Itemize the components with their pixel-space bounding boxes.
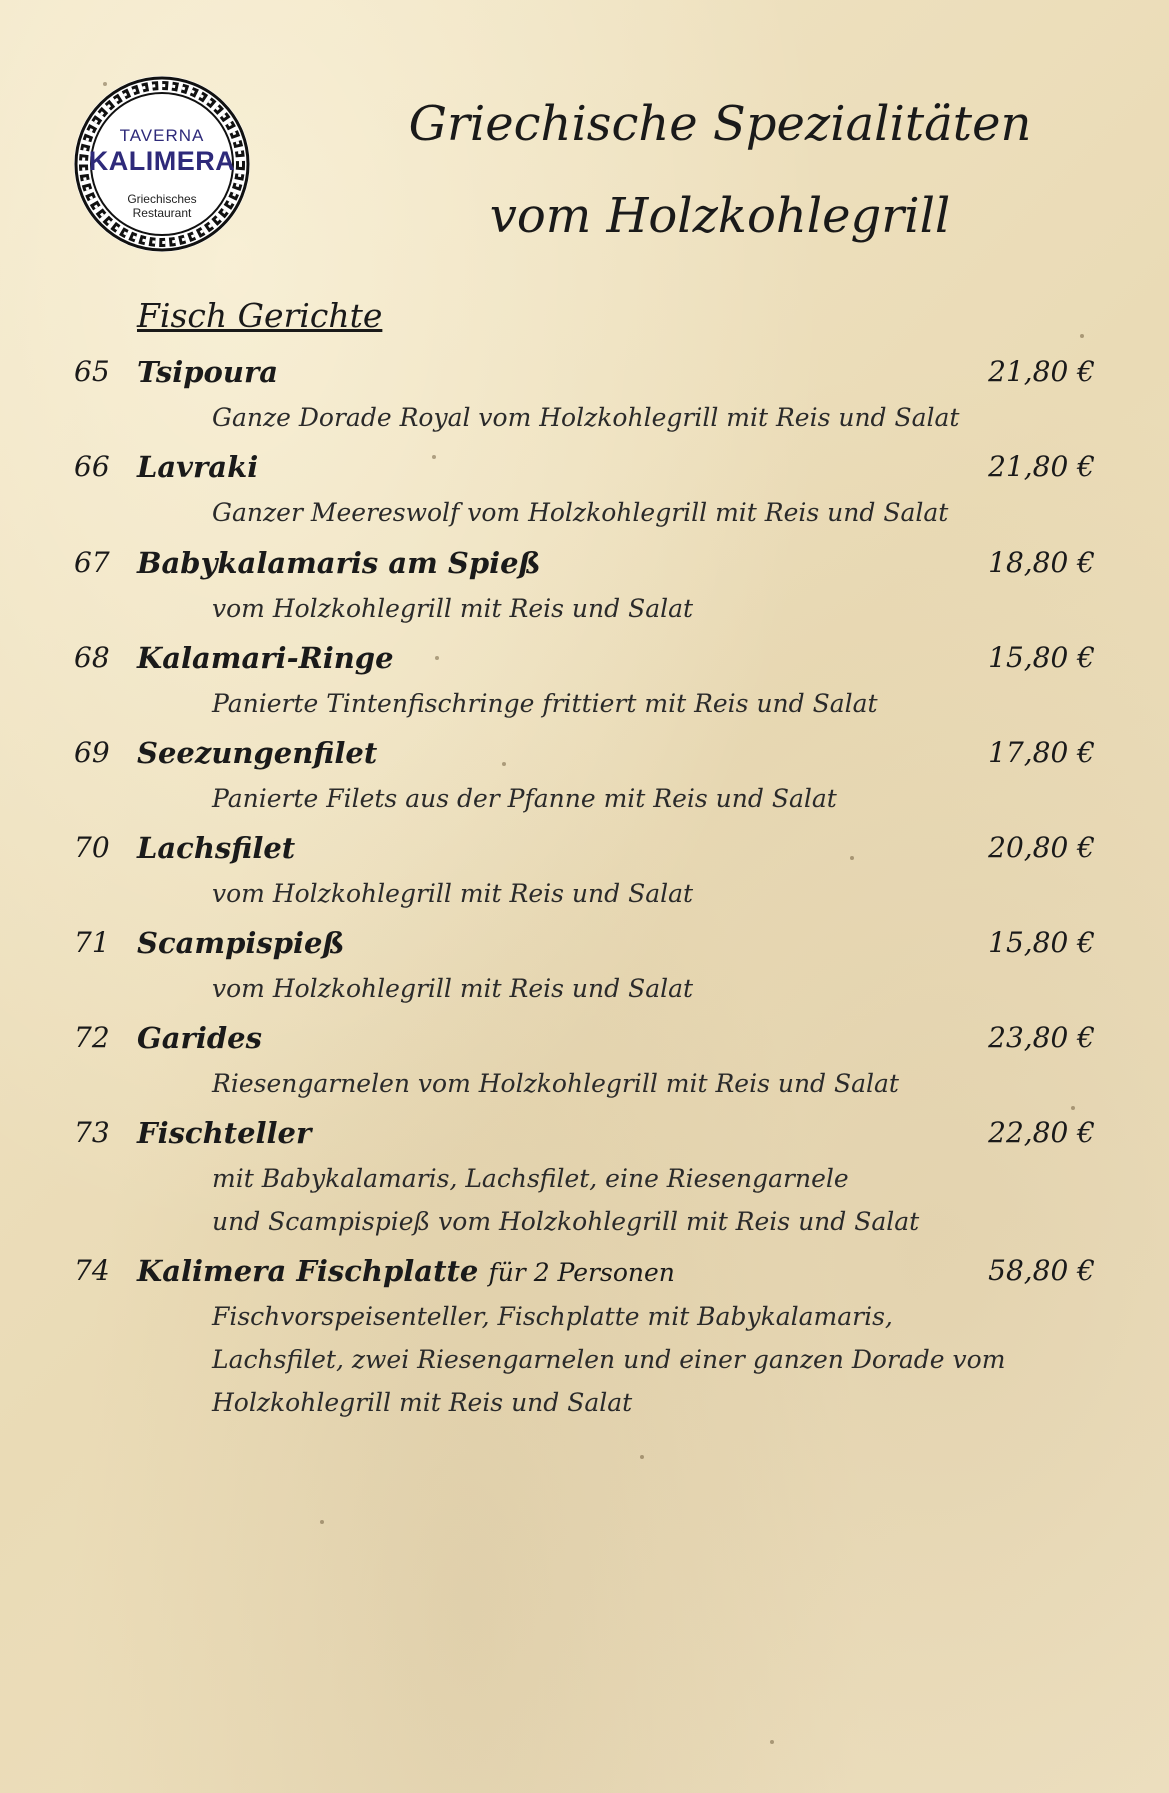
menu-item-name: [137, 546, 541, 580]
menu-item-price: 15,80 €: [988, 926, 1095, 959]
menu-item-price: 58,80 €: [988, 1254, 1095, 1287]
menu-item-name: [137, 450, 258, 484]
menu-item-price: 22,80 €: [988, 1116, 1095, 1149]
menu-item-description: Ganzer Meereswolf vom Holzkohlegrill mit Reis und Salat: [212, 498, 949, 527]
menu-item-name: [137, 736, 377, 770]
menu-item-name-text: Scampispieß: [137, 926, 345, 960]
menu-item-price: 20,80 €: [988, 831, 1095, 864]
menu-item-number: 73: [74, 1116, 110, 1149]
logo-subtitle-line2: Restaurant: [132, 206, 192, 220]
menu-item-price: 21,80 €: [988, 355, 1095, 388]
page-title: [350, 78, 1090, 262]
menu-item-description: Panierte Tintenfischringe frittiert mit Reis und Salat: [212, 689, 878, 718]
logo-taverna-text: TAVERNA: [119, 126, 205, 145]
paper-speck: [770, 1740, 774, 1744]
menu-item-price: 21,80 €: [988, 450, 1095, 483]
menu-item-description: Fischvorspeisenteller, Fischplatte mit Babykalamaris,: [212, 1302, 893, 1331]
logo-kalimera-text: KALIMERA: [88, 146, 236, 176]
menu-item-price: 15,80 €: [988, 641, 1095, 674]
menu-item-description: vom Holzkohlegrill mit Reis und Salat: [212, 879, 694, 908]
menu-item-name-text: Lachsfilet: [137, 831, 296, 865]
menu-item-number: 70: [74, 831, 110, 864]
page-title-line1: Griechische Spezialitäten: [408, 96, 1032, 152]
menu-item-description: Holzkohlegrill mit Reis und Salat: [212, 1388, 633, 1417]
menu-item-number: 72: [74, 1021, 110, 1054]
menu-item-number: 66: [74, 450, 110, 483]
menu-item-name-text: Kalamari-Ringe: [137, 641, 394, 675]
logo-subtitle: [74, 192, 250, 220]
menu-item-name: [137, 1254, 675, 1288]
menu-item-description: Riesengarnelen vom Holzkohlegrill mit Reis und Salat: [212, 1069, 899, 1098]
menu-item-description: und Scampispieß vom Holzkohlegrill mit Reis und Salat: [212, 1207, 920, 1236]
menu-item-name: [137, 831, 295, 865]
paper-speck: [1080, 334, 1084, 338]
menu-item-name-text: Seezungenfilet: [137, 736, 378, 770]
menu-item-name-text: Tsipoura: [137, 355, 279, 389]
menu-item-description: Lachsfilet, zwei Riesengarnelen und einer ganzen Dorade vom: [212, 1345, 1006, 1374]
menu-item-price: 23,80 €: [988, 1021, 1095, 1054]
menu-item-number: 69: [74, 736, 110, 769]
menu-item-name: [137, 926, 344, 960]
paper-speck: [1071, 1106, 1075, 1110]
menu-item-name: [137, 1116, 311, 1150]
menu-item-description: mit Babykalamaris, Lachsfilet, eine Riesengarnele: [212, 1164, 849, 1193]
menu-item-number: 65: [74, 355, 110, 388]
menu-item-name: [137, 641, 394, 675]
paper-speck: [432, 455, 436, 459]
menu-item-price: 18,80 €: [988, 546, 1095, 579]
restaurant-logo: [74, 76, 250, 252]
menu-item-name: [137, 1021, 262, 1055]
menu-item-name-text: Babykalamaris am Spieß: [137, 546, 541, 580]
paper-speck: [435, 656, 439, 660]
paper-speck: [320, 1520, 324, 1524]
menu-item-description: vom Holzkohlegrill mit Reis und Salat: [212, 594, 694, 623]
logo-subtitle-line1: Griechisches: [127, 192, 197, 206]
paper-speck: [502, 762, 506, 766]
menu-item-description: Panierte Filets aus der Pfanne mit Reis und Salat: [212, 784, 837, 813]
section-title: Fisch Gerichte: [137, 296, 383, 335]
menu-item-description: vom Holzkohlegrill mit Reis und Salat: [212, 974, 694, 1003]
page-title-line2: vom Holzkohlegrill: [489, 188, 951, 244]
menu-item-note: für 2 Personen: [488, 1258, 675, 1287]
menu-item-name-text: Lavraki: [137, 450, 259, 484]
menu-item-name-text: Fischteller: [137, 1116, 312, 1150]
menu-item-name-text: Kalimera Fischplatte: [137, 1254, 479, 1288]
menu-item-number: 68: [74, 641, 110, 674]
menu-item-description: Ganze Dorade Royal vom Holzkohlegrill mit Reis und Salat: [212, 403, 960, 432]
menu-item-number: 71: [74, 926, 110, 959]
menu-item-number: 74: [74, 1254, 110, 1287]
menu-item-price: 17,80 €: [988, 736, 1095, 769]
menu-item-name-text: Garides: [137, 1021, 262, 1055]
paper-speck: [850, 856, 854, 860]
paper-speck: [640, 1455, 644, 1459]
menu-item-number: 67: [74, 546, 110, 579]
menu-item-name: [137, 355, 278, 389]
